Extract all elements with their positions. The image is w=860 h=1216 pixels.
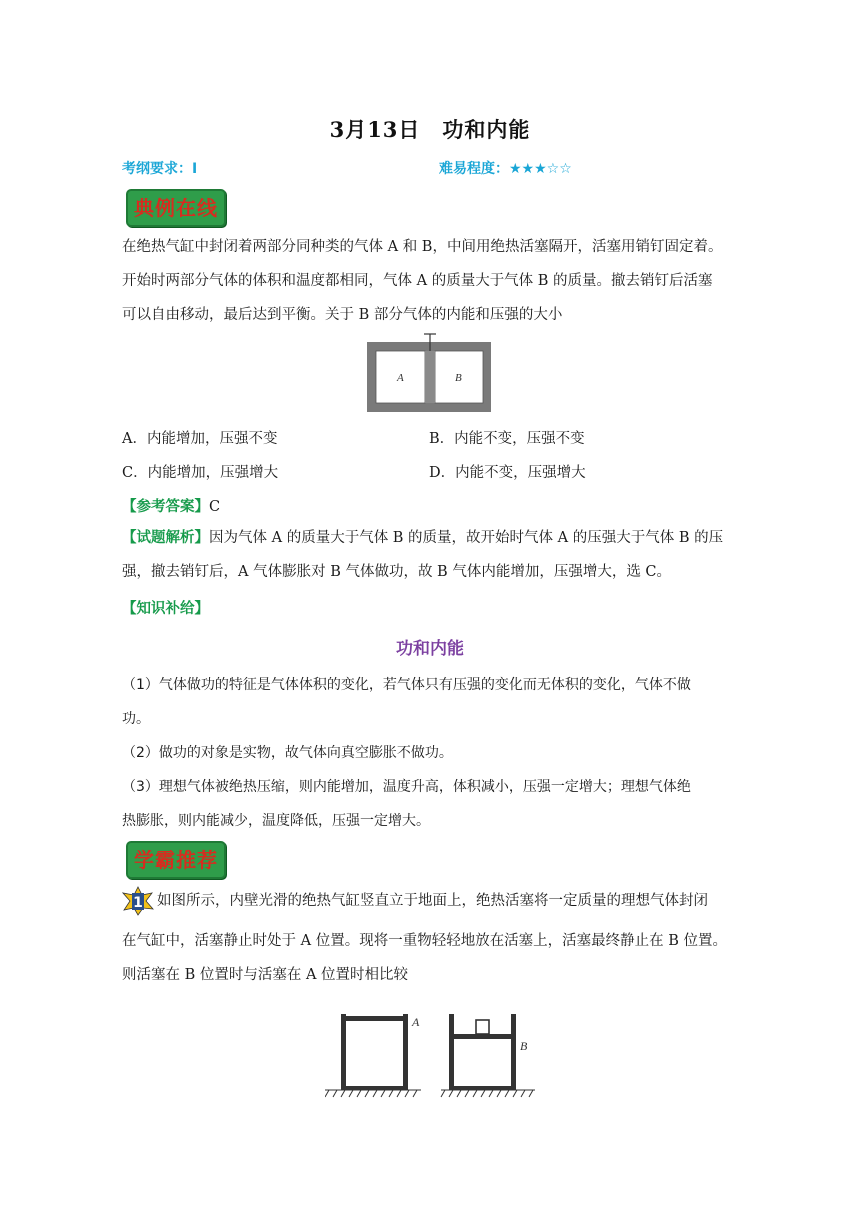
analysis-label: 【试题解析】: [122, 529, 209, 546]
q1-line: 可以自由移动，最后达到平衡。关于 B 部分气体的内能和压强的大小: [122, 307, 563, 323]
answer-label: 【参考答案】: [122, 498, 209, 515]
question-2-text: [122, 884, 740, 918]
banner-recommend: 学霸推荐: [126, 841, 226, 879]
q1-line: 在绝热气缸中封闭着两部分同种类的气体 A 和 B，中间用绝热活塞隔开，活塞用销钉固定着。: [122, 239, 723, 255]
ground-left: [325, 1090, 421, 1097]
option-c: C．内能增加，压强增大: [122, 465, 279, 481]
option-d: D．内能不变，压强增大: [429, 465, 586, 481]
piston-at-a: [346, 1016, 403, 1021]
piston: [425, 351, 435, 403]
supplement-label: 【知识补给】: [122, 600, 209, 617]
answer: [122, 495, 220, 516]
page-title: 3月13日 功和内能: [329, 117, 531, 142]
kp-line: （3）理想气体被绝热压缩，则内能增加，温度升高，体积减小，压强一定增大；理想气体绝: [122, 779, 691, 795]
weight-block: [476, 1020, 489, 1034]
cylinder-right: [449, 1014, 516, 1090]
q2-line: 则活塞在 B 位置时与活塞在 A 位置时相比较: [122, 967, 409, 983]
kp-line: （1）气体做功的特征是气体体积的变化，若气体只有压强的变化而无体积的变化，气体不做: [122, 677, 691, 693]
exam-requirement: 考纲要求：I: [122, 161, 198, 177]
q2-line: 如图所示，内壁光滑的绝热气缸竖直立于地面上，绝热活塞将一定质量的理想气体封闭: [157, 893, 708, 909]
option-a: A．内能增加，压强不变: [122, 431, 278, 447]
label-b: B: [520, 1039, 528, 1053]
figure-vertical-cylinders: [325, 1008, 545, 1100]
figure-cylinder-ab: [365, 332, 495, 414]
question-2-text-cont: [122, 924, 740, 992]
label-a: A: [412, 1015, 420, 1029]
banner-example: 典例在线: [126, 189, 226, 227]
analysis-line: 强，撤去销钉后，A 气体膨胀对 B 气体做功，故 B 气体内能增加，压强增大，选 C。: [122, 564, 672, 580]
analysis-text: 因为气体 A 的质量大于气体 B 的质量，故开始时气体 A 的压强大于气体 B 的压: [209, 530, 724, 546]
section-title: 功和内能: [396, 639, 464, 659]
knowledge-points: [122, 668, 740, 838]
q1-line: 开始时两部分气体的体积和温度都相同，气体 A 的质量大于气体 B 的质量。撤去销钉后活塞: [122, 273, 713, 289]
answer-value: C: [209, 499, 221, 515]
label-b: B: [455, 372, 462, 384]
kp-line: 热膨胀，则内能减少，温度降低，压强一定增大。: [122, 813, 430, 829]
badge-number: 1: [133, 895, 143, 911]
analysis-line: [122, 521, 740, 555]
kp-line: （2）做功的对象是实物，故气体向真空膨胀不做功。: [122, 745, 453, 761]
option-b: B．内能不变，压强不变: [429, 431, 585, 447]
difficulty-stars: ★★★☆☆: [509, 161, 572, 177]
ground-right: [441, 1090, 535, 1097]
q2-line: 在气缸中，活塞静止时处于 A 位置。现将一重物轻轻地放在活塞上，活塞最终静止在 B 位置。: [122, 933, 728, 949]
difficulty: [439, 158, 572, 178]
label-a: A: [397, 372, 404, 384]
analysis: [122, 521, 740, 589]
question-1-text: [122, 230, 740, 332]
difficulty-label: 难易程度：: [439, 161, 509, 177]
cylinder-left: [341, 1014, 408, 1090]
kp-line: 功。: [122, 711, 150, 727]
